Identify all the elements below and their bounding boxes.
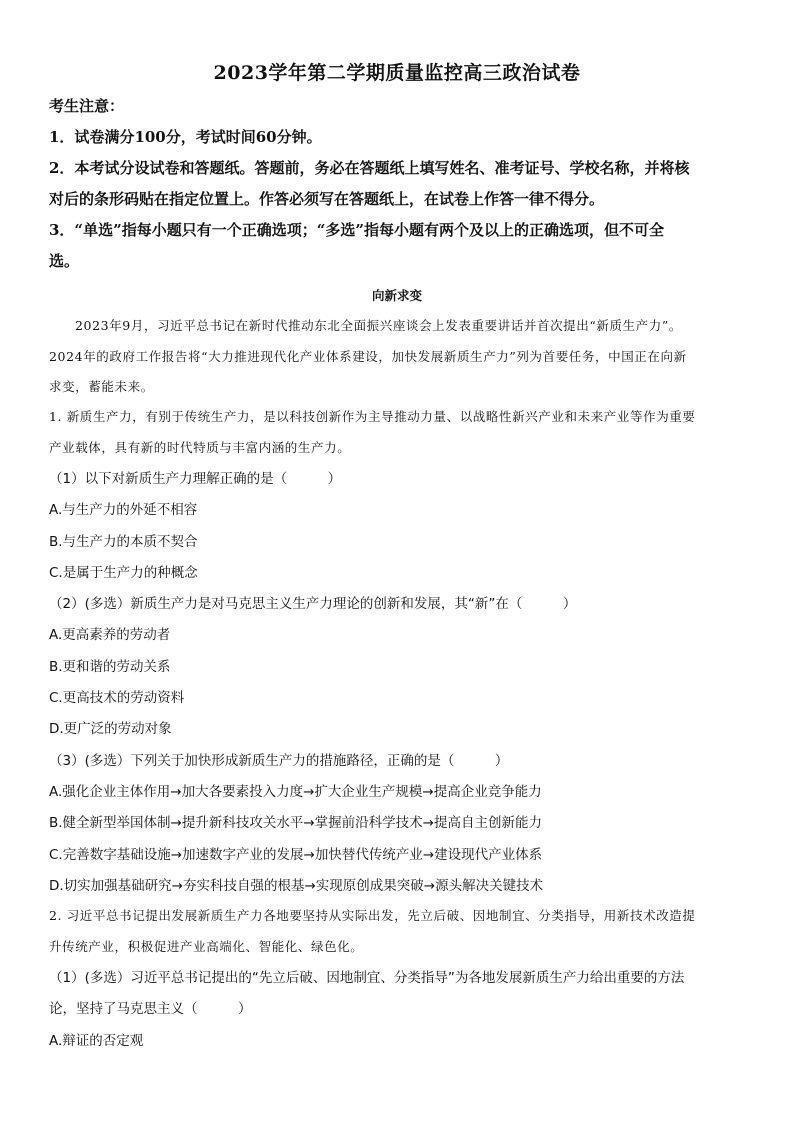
intro-line: 求变，蓄能未来。 (49, 379, 154, 394)
question-stem: （1）以下对新质生产力理解正确的是（ ） (49, 471, 342, 487)
notice-line: 1．试卷满分100分，考试时间60分钟。 (49, 128, 322, 146)
option: D.切实加强基础研究→夯实科技自强的根基→实现原创成果突破→源头解决关键技术 (49, 877, 544, 894)
option: C.完善数字基础设施→加速数字产业的发展→加快替代传统产业→建设现代产业体系 (49, 846, 543, 863)
option: C.是属于生产力的种概念 (49, 564, 198, 581)
notice-line: 选。 (49, 252, 80, 270)
question-group-2 (49, 963, 749, 1057)
question-stem: （3）(多选）下列关于加快形成新质生产力的措施路径，正确的是（ ） (49, 752, 509, 769)
material-line: 2. 习近平总书记提出发展新质生产力各地要坚持从实际出发，先立后破、因地制宜、分类指导，用新技术改造提 (49, 908, 696, 923)
option: B.更和谐的劳动关系 (49, 658, 171, 675)
notice-line: 对后的条形码贴在指定位置上。作答必须写在答题纸上，在试卷上作答一律不得分。 (49, 190, 605, 208)
option: B.与生产力的本质不契合 (49, 533, 198, 550)
exam-notice (49, 91, 749, 277)
intro-paragraph (49, 311, 749, 403)
option: A.辩证的否定观 (49, 1032, 144, 1049)
material-line: 1. 新质生产力，有别于传统生产力，是以科技创新作为主导推动力量、以战略性新兴产业和未来产业等作为重要 (49, 409, 696, 424)
notice-heading: 考生注意： (49, 97, 125, 115)
notice-line: 3．“单选”指每小题只有一个正确选项；“多选”指每小题有两个及以上的正确选项，但不可全 (49, 221, 664, 239)
section-title: 向新求变 (371, 288, 422, 303)
option: D.更广泛的劳动对象 (49, 721, 172, 738)
option: A.与生产力的外延不相容 (49, 502, 198, 519)
question-stem: （1）(多选）习近平总书记提出的“先立后破、因地制宜、分类指导”为各地发展新质生产力给出重要的方法 (49, 970, 685, 986)
option: A.更高素养的劳动者 (49, 627, 171, 644)
option: B.健全新型举国体制→提升新科技攻关水平→掌握前沿科学技术→提高自主创新能力 (49, 815, 542, 832)
question-group-1 (49, 464, 749, 902)
material-line: 产业载体，具有新的时代特质与丰富内涵的生产力。 (49, 439, 351, 455)
question-stem: （2）(多选）新质生产力是对马克思主义生产力理论的创新和发展，其“新”在（ ） (49, 596, 577, 613)
intro-line: 2024年的政府工作报告将“大力推进现代化产业体系建设，加快发展新质生产力”列为首要任务，中国正在向新 (49, 348, 687, 364)
material-1 (49, 402, 749, 463)
question-stem: 论，坚持了马克思主义（ ） (49, 1001, 252, 1018)
option: A.强化企业主体作用→加大各要素投入力度→扩大企业生产规模→提高企业竞争能力 (49, 783, 542, 800)
intro-line: 2023年9月，习近平总书记在新时代推动东北全面振兴座谈会上发表重要讲话并首次提出“新质生产力”。 (75, 318, 682, 333)
material-line: 升传统产业，积极促进产业高端化、智能化、绿色化。 (49, 938, 364, 954)
material-2 (49, 901, 749, 962)
option: C.更高技术的劳动资料 (49, 690, 185, 707)
page-title: 2023学年第二学期质量监控高三政治试卷 (213, 62, 581, 84)
notice-line: 2．本考试分设试卷和答题纸。答题前，务必在答题纸上填写姓名、准考证号、学校名称，并将核 (49, 159, 690, 177)
